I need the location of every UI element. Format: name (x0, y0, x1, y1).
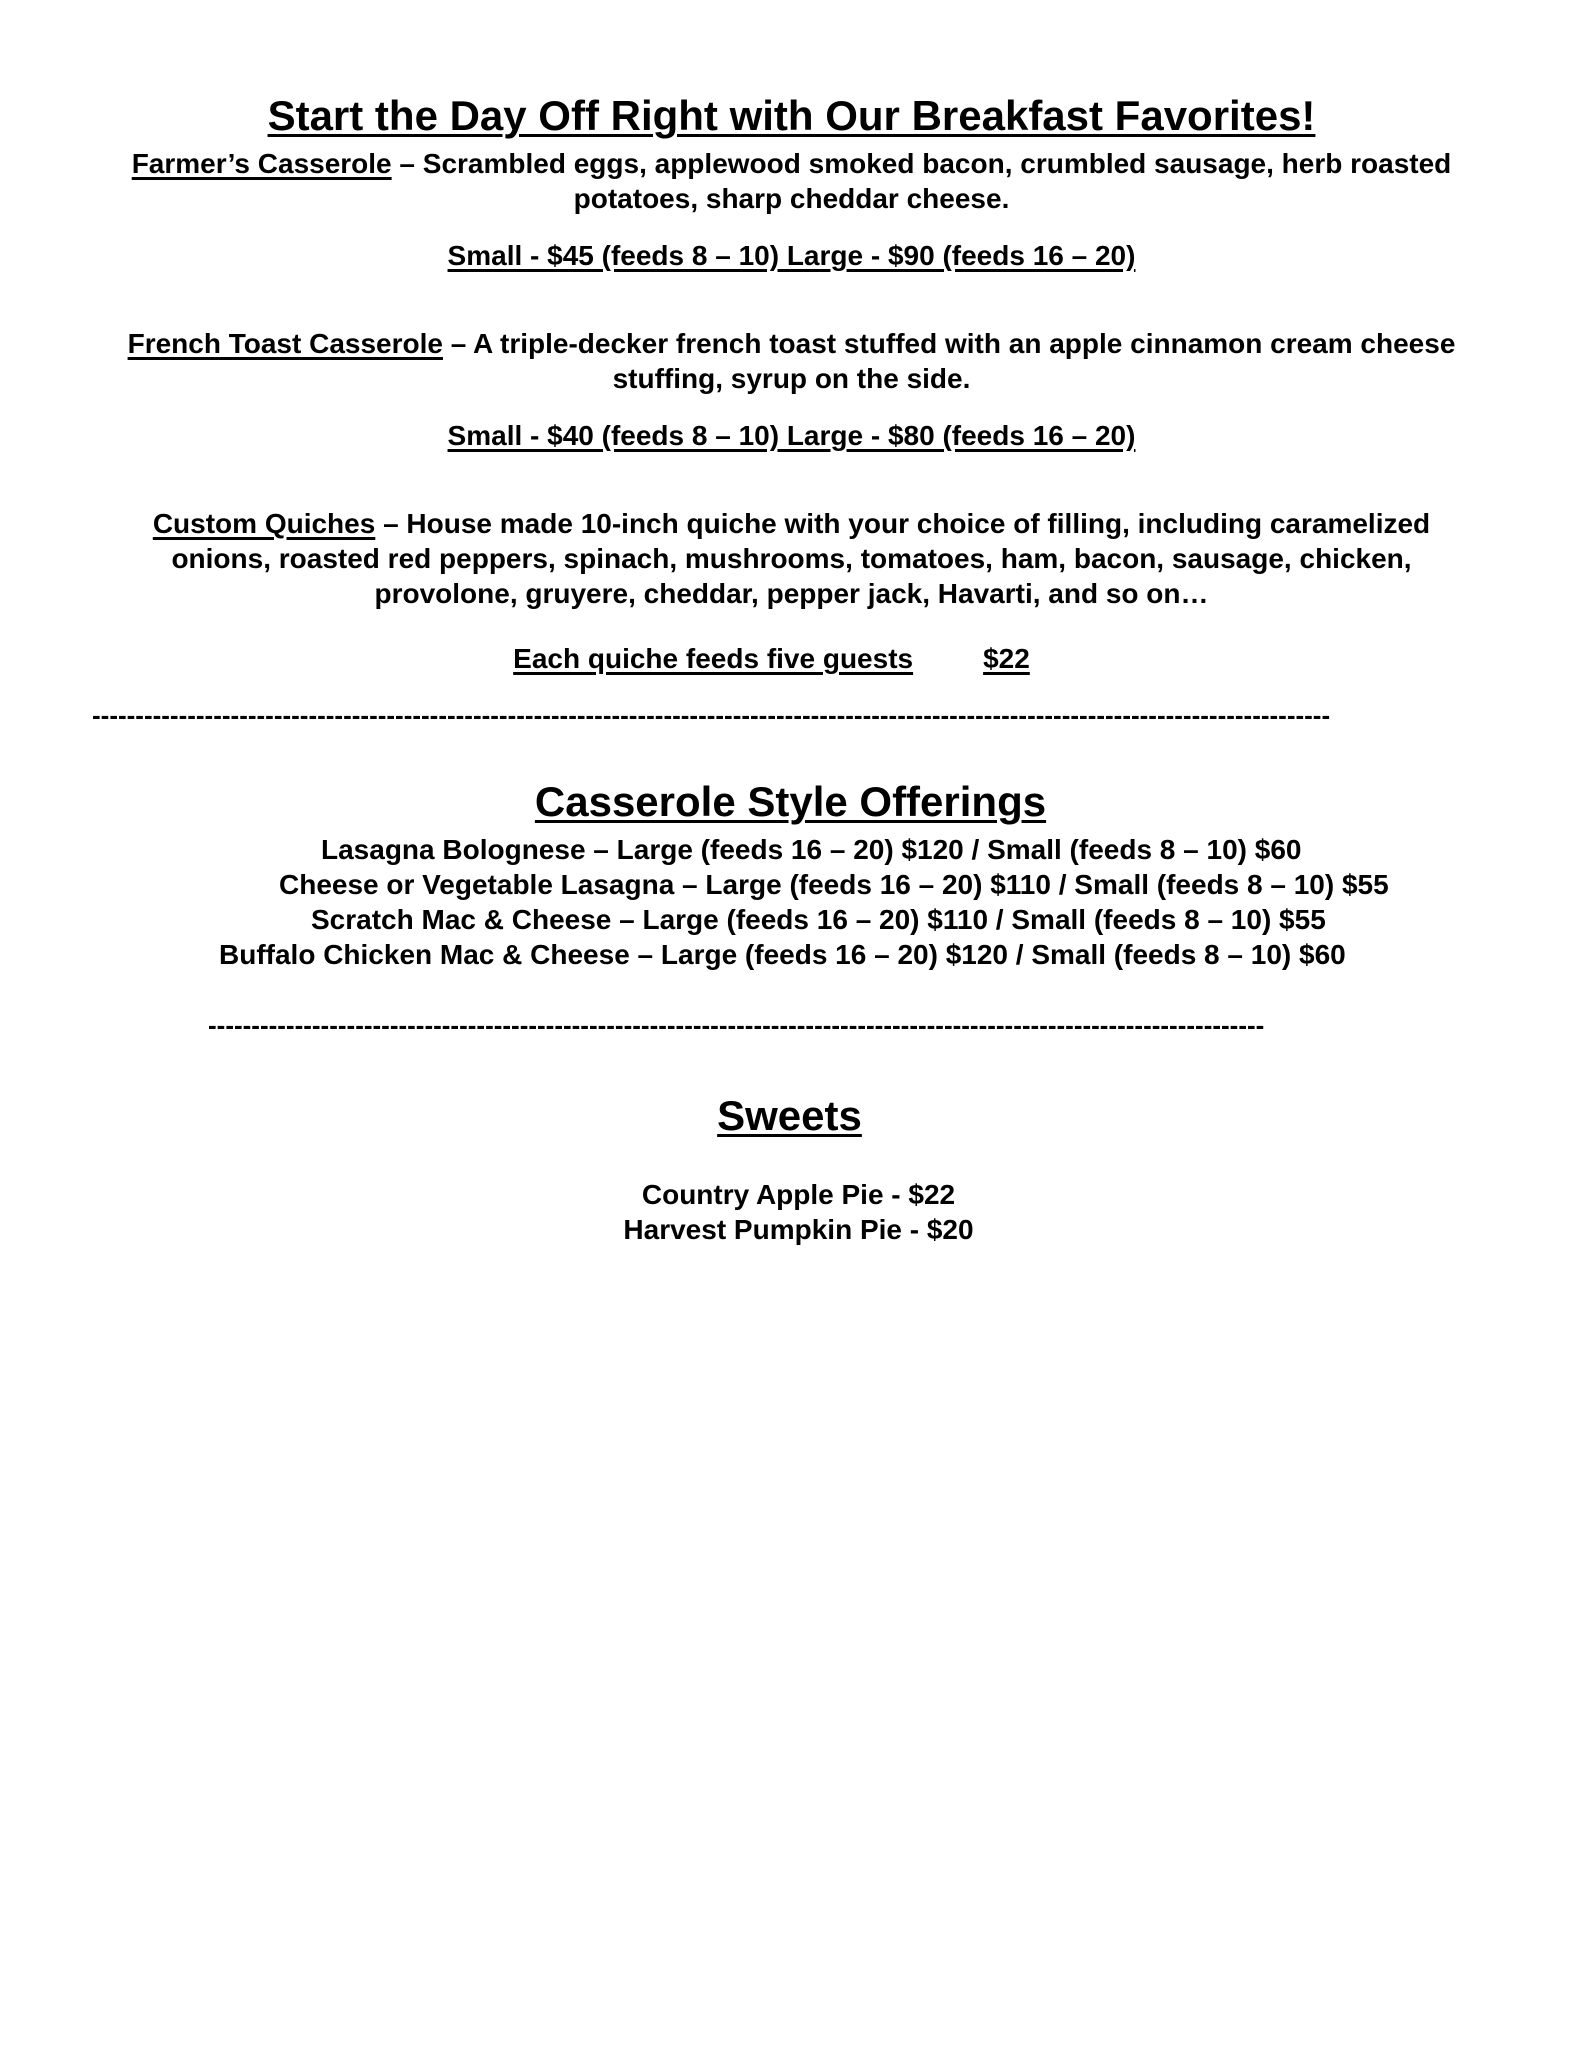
divider-2: -------------------------------------------------------------------------------------------------------------------------- (208, 1010, 1265, 1040)
farmers-casserole-item (100, 146, 1483, 216)
french-toast-casserole-item (100, 326, 1483, 396)
custom-quiches-name: Custom Quiches (152, 508, 376, 539)
farmers-casserole-price: Small - $45 (feeds 8 – 10) Large - $90 (feeds 16 – 20) (447, 240, 1136, 271)
farmers-casserole-description: – Scrambled eggs, applewood smoked bacon, crumbled sausage, herb roasted potatoes, sharp cheddar cheese. (391, 148, 1452, 214)
quiche-price-line (0, 641, 1563, 676)
casserole-item-scratch-mac-cheese: Scratch Mac & Cheese – Large (feeds 16 – 20) $110 / Small (feeds 8 – 10) $55 (311, 904, 1326, 935)
french-toast-casserole-name: French Toast Casserole (127, 328, 443, 359)
breakfast-title: Start the Day Off Right with Our Breakfast Favorites! (267, 92, 1316, 139)
sweets-item-harvest-pumpkin-pie: Harvest Pumpkin Pie - $20 (623, 1214, 974, 1245)
casserole-item-lasagna-bolognese: Lasagna Bolognese – Large (feeds 16 – 20) $120 / Small (feeds 8 – 10) $60 (321, 834, 1302, 865)
casserole-item-buffalo-chicken-mac-cheese: Buffalo Chicken Mac & Cheese – Large (feeds 16 – 20) $120 / Small (feeds 8 – 10) $60 (219, 939, 1346, 970)
quiche-price: $22 (983, 643, 1030, 674)
divider-1: ----------------------------------------------------------------------------------------------------------------------------------------------- (92, 700, 1331, 730)
quiche-feeds: Each quiche feeds five guests (513, 643, 914, 674)
french-toast-casserole-description: – A triple-decker french toast stuffed with an apple cinnamon cream cheese stuffing, syrup on the side. (442, 328, 1456, 394)
casserole-item-cheese-vegetable-lasagna: Cheese or Vegetable Lasagna – Large (feeds 16 – 20) $110 / Small (feeds 8 – 10) $55 (279, 869, 1389, 900)
french-toast-casserole-price: Small - $40 (feeds 8 – 10) Large - $80 (feeds 16 – 20) (447, 420, 1136, 451)
sweets-item-country-apple-pie: Country Apple Pie - $22 (641, 1179, 956, 1210)
custom-quiches-item (130, 506, 1453, 611)
farmers-casserole-name: Farmer’s Casserole (131, 148, 392, 179)
sweets-title: Sweets (717, 1092, 862, 1139)
casserole-title: Casserole Style Offerings (534, 778, 1047, 825)
custom-quiches-description: – House made 10-inch quiche with your choice of filling, including caramelized onions, roasted red peppers, spinach, mushrooms, tomatoes, ham, bacon, sausage, chicken, provolone, gruyere, cheddar, pepper jack, Havarti, and so on… (171, 508, 1431, 609)
